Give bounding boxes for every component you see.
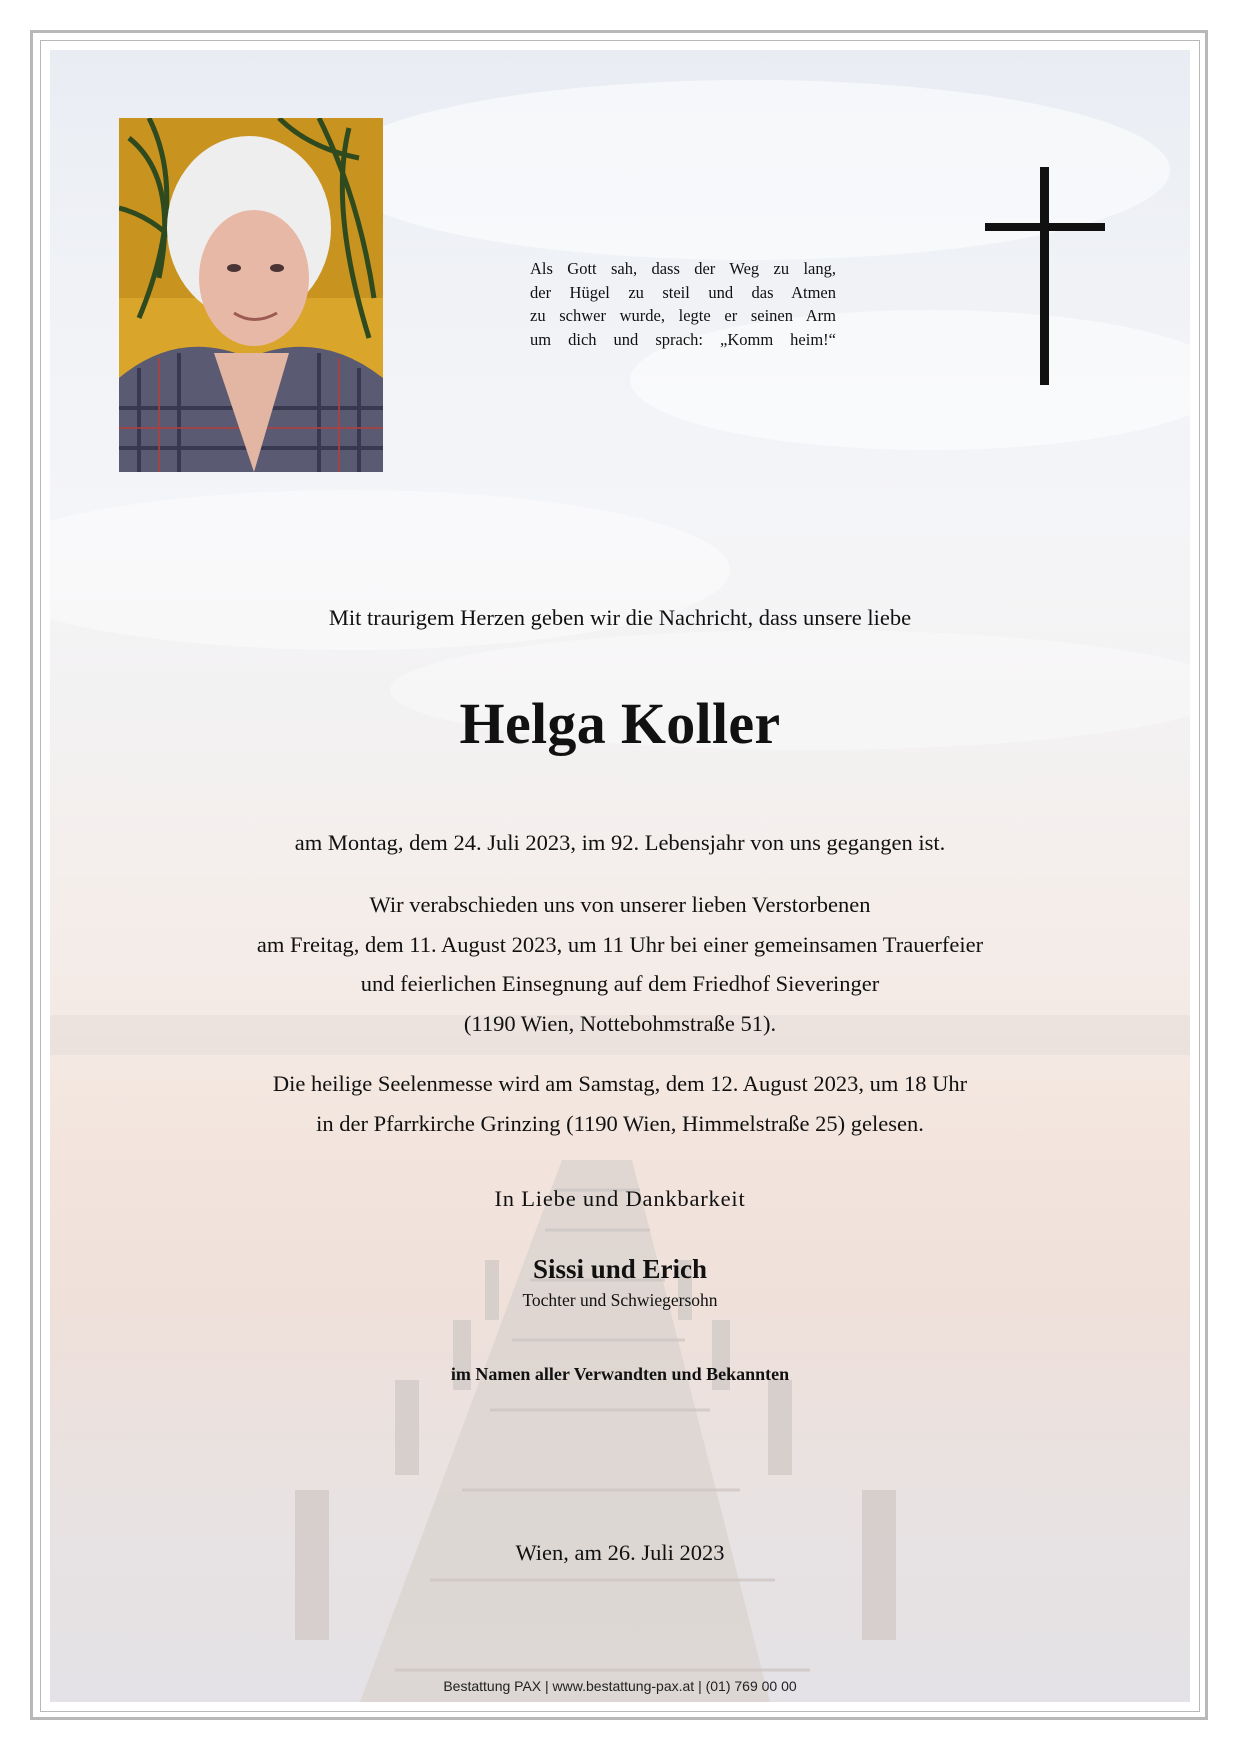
cross-icon: [985, 167, 1105, 390]
poem-line: um dich und sprach: „Komm heim!“: [530, 329, 836, 349]
poem-line: Als Gott sah, dass der Weg zu lang,: [530, 259, 836, 278]
place-and-date: Wien, am 26. Juli 2023: [515, 1540, 725, 1565]
intro-text: Mit traurigem Herzen geben wir die Nachricht, dass unsere liebe: [328, 605, 912, 630]
service-line: (1190 Wien, Nottebohmstraße 51).: [463, 1010, 777, 1036]
funeral-home-footer: Bestattung PAX | www.bestattung-pax.at | (01) 769 00 00: [443, 1678, 797, 1694]
mass-line: in der Pfarrkirche Grinzing (1190 Wien, Himmelstraße 25) gelesen.: [316, 1110, 924, 1136]
closing-phrase: In Liebe und Dankbarkeit: [494, 1186, 746, 1211]
signers-names: Sissi und Erich: [532, 1254, 708, 1284]
mass-line: Die heilige Seelenmesse wird am Samstag, dem 12. August 2023, um 18 Uhr: [272, 1071, 968, 1096]
poem-line: der Hügel zu steil und das Atmen: [530, 282, 836, 302]
deceased-name: Helga Koller: [459, 691, 781, 756]
portrait-photo: [119, 118, 383, 472]
funeral-service-text: [50, 885, 1190, 1043]
requiem-mass-text: [50, 1064, 1190, 1143]
service-line: und feierlichen Einsegnung auf dem Friedhof Sieveringer: [360, 971, 880, 996]
passing-date-text: am Montag, dem 24. Juli 2023, im 92. Lebensjahr von uns gegangen ist.: [294, 830, 946, 855]
service-line: am Freitag, dem 11. August 2023, um 11 Uhr bei einer gemeinsamen Trauerfeier: [256, 931, 984, 957]
poem: [530, 257, 836, 351]
poem-line: zu schwer wurde, legte er seinen Arm: [530, 306, 836, 325]
service-line: Wir verabschieden uns von unserer lieben Verstorbenen: [369, 892, 871, 917]
signers-relation: Tochter und Schwiegersohn: [522, 1290, 718, 1310]
relatives-line: im Namen aller Verwandten und Bekannten: [450, 1364, 790, 1384]
